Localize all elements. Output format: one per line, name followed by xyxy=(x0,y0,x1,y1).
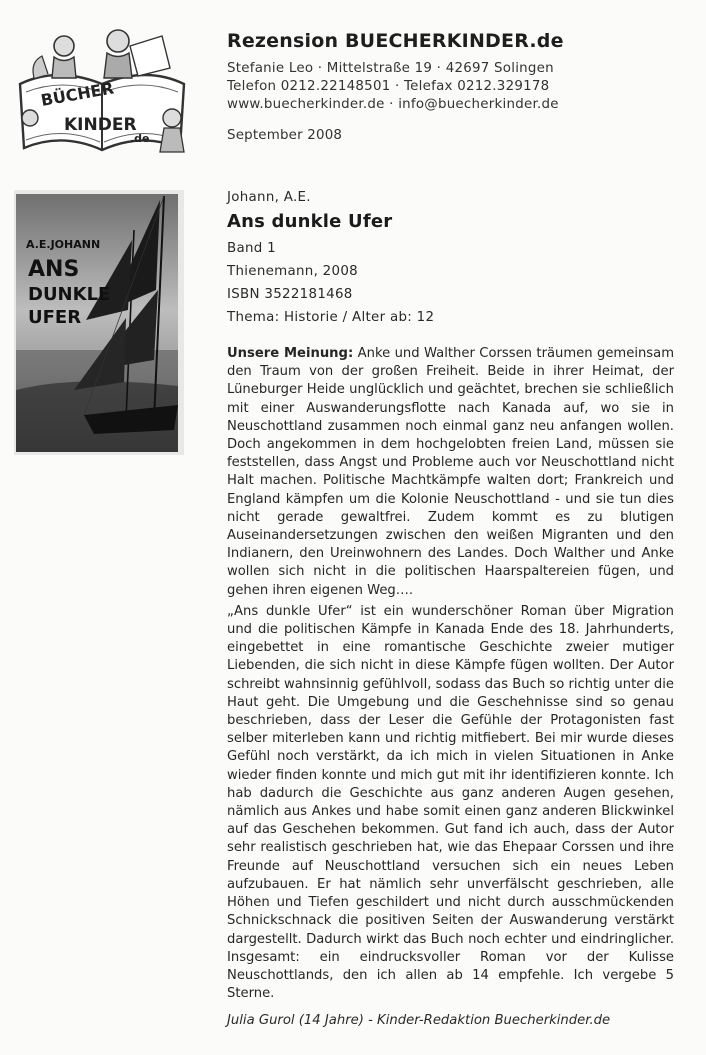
book-volume: Band 1 xyxy=(227,241,276,256)
logo-line1: BÜCHER xyxy=(39,78,116,110)
review-paragraph-1 xyxy=(227,345,674,600)
contact-web: www.buecherkinder.de · info@buecherkinder.de xyxy=(227,97,559,112)
cover-title-line1: ANS xyxy=(28,257,80,282)
book-cover-image xyxy=(14,190,184,455)
logo-line2: KINDER xyxy=(64,115,137,135)
book-isbn: ISBN 3522181468 xyxy=(227,287,353,302)
cover-author: A.E.JOHANN xyxy=(26,238,101,251)
review-text-1: Anke und Walther Corssen träumen gemeinsam den Traum von der großen Freiheit. Beide in ihrer Heimat, der Lüneburger Heide unglücklich und geächtet, brechen sie schließlich mit einer Auswanderungsflotte nach Kanada auf, wo sie in Neuschottland zusammen noch einmal ganz neu anfangen wollen. Doch angekommen in dem hochgelobten freien Land, müssen sie feststellen, dass Angst und Probleme auch vor Neuschottland nicht Halt machen. Politische Machtkämpfe walten dort; Frankreich und England kämpfen um die Kolonie Neuschottland - und sie tun dies nicht gerade gewaltfrei. Zudem kommt es zu blutigen Auseinandersetzungen zwischen den weißen Migranten und den Indianern, den Ureinwohnern des Landes. Doch Walther und Anke wollen sich nicht in die politischen Haarspaltereien fügen, und gehen ihren eigenen Weg…. xyxy=(227,346,674,598)
book-details xyxy=(227,186,687,329)
logo-tld: .de xyxy=(130,132,150,145)
review-date: September 2008 xyxy=(227,128,343,143)
review-paragraph-2: „Ans dunkle Ufer“ ist ein wunderschöner Roman über Migration und die politischen Kämpfe in Kanada Ende des 18. Jahrhunderts, eingebettet in eine romantische Geschichte zweier mutiger Liebenden, die sich nicht in diese Kämpfe fügen wollten. Der Autor schreibt wahnsinnig gefühlvoll, sodass das Buch so richtig unter die Haut geht. Die Umgebung und die Geschehnisse sind so genau beschrieben, dass der Leser die Gefühle der Protagonisten fast selber miterleben kann und richtig mitfiebert. Bei mir wurde dieses Gefühl noch verstärkt, da ich mich in vielen Situationen in Anke wieder finden konnte und mich gut mit ihr identifizieren konnte. Ich hab dadurch die Geschichte aus ganz anderen Augen gesehen, nämlich aus Ankes und habe somit einen ganz anderen Blickwinkel auf das Geschehen bekommen. Gut fand ich auch, dass der Autor sehr realistisch geschrieben hat, wie das Ehepaar Corssen und ihre Freunde auf Neuschottland versuchen sich ein neues Leben aufzubauen. Er hat nämlich sehr unverfälscht geschrieben, alle Höhen und Tiefen geschildert und nicht durch ausschmückenden Schnickschnack die positiven Seiten der Auswanderung verstärkt dargestellt. Dadurch wirkt das Buch noch echter und eindringlicher. Insgesamt: ein eindrucksvoller Roman vor der Kulisse Neuschottlands, den ich allen ab 14 empfehle. Ich vergebe 5 Sterne. xyxy=(227,603,674,1002)
contact-phone: Telefon 0212.22148501 · Telefax 0212.329178 xyxy=(227,79,550,94)
contact-address: Stefanie Leo · Mittelstraße 19 · 42697 Solingen xyxy=(227,61,554,76)
book-title: Ans dunkle Ufer xyxy=(227,211,393,232)
book-author: Johann, A.E. xyxy=(227,190,311,205)
cover-title-line2: DUNKLE xyxy=(28,284,111,305)
site-title: Rezension BUECHERKINDER.de xyxy=(227,30,564,52)
buecherkinder-logo xyxy=(12,26,192,156)
review-lead: Unsere Meinung: xyxy=(227,346,354,361)
cover-title-line3: UFER xyxy=(28,307,82,328)
review-body xyxy=(227,345,674,1006)
book-theme: Thema: Historie / Alter ab: 12 xyxy=(227,310,435,325)
book-publisher: Thienemann, 2008 xyxy=(227,264,358,279)
review-header xyxy=(227,30,687,143)
review-signature: Julia Gurol (14 Jahre) - Kinder-Redaktion Buecherkinder.de xyxy=(227,1013,611,1028)
